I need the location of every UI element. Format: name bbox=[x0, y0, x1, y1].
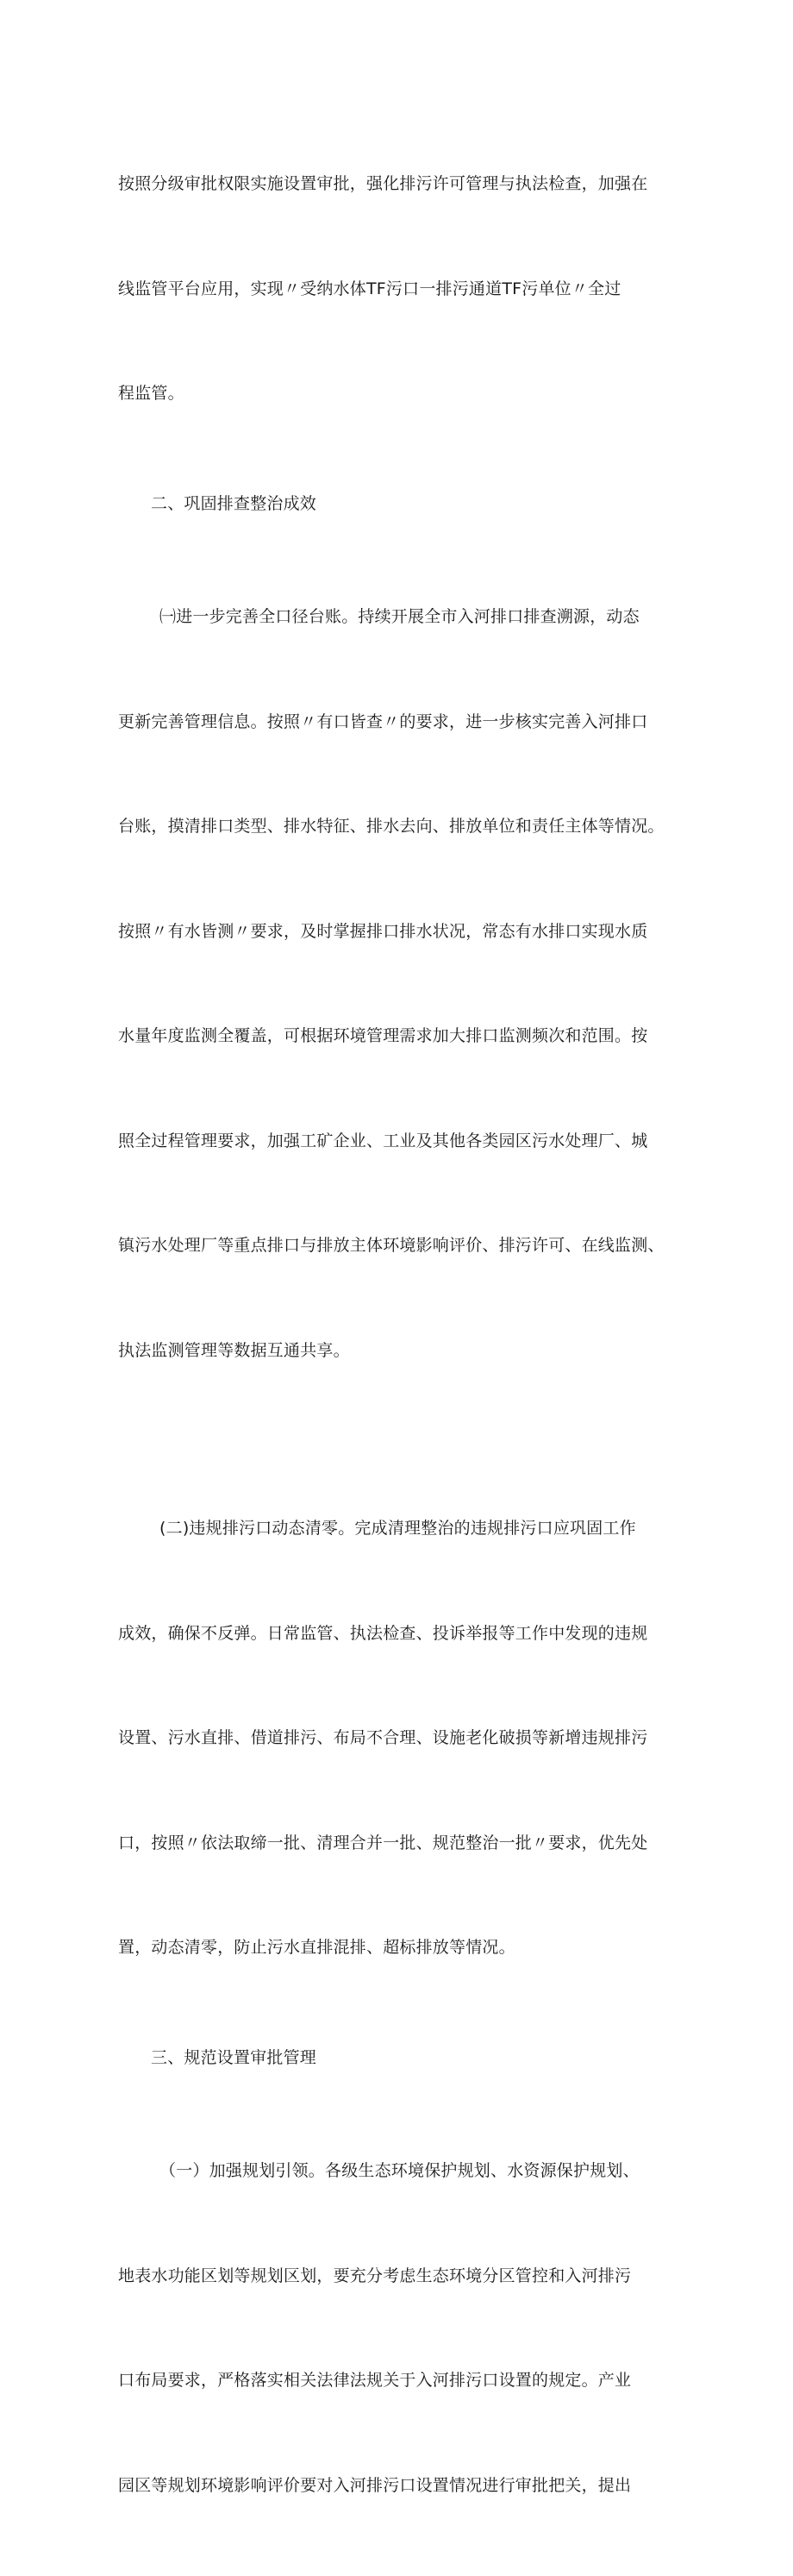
text-line: 台账，摸清排口类型、排水特征、排水去向、排放单位和责任主体等情况。 bbox=[118, 817, 665, 836]
text-line: 镇污水处理厂等重点排口与排放主体环境影响评价、排污许可、在线监测、 bbox=[118, 1236, 665, 1255]
text-line: 线监管平台应用，实现〃受纳水体TF污口一排污通道TF污单位〃全过 bbox=[118, 279, 621, 298]
text-line: 执法监测管理等数据互通共享。 bbox=[118, 1340, 350, 1360]
text-line: 置，动态清零，防止污水直排混排、超标排放等情况。 bbox=[118, 1938, 515, 1957]
text-line: 设置、污水直排、借道排污、布局不合理、设施老化破损等新增违规排污 bbox=[118, 1728, 648, 1747]
section-heading-3: 三、规范设置审批管理 bbox=[151, 2047, 317, 2067]
paragraph-violations bbox=[118, 1441, 678, 2035]
text-line: 园区等规划环境影响评价要对入河排污口设置情况进行审批把关，提出 bbox=[118, 2475, 632, 2495]
text-line: 口，按照〃依法取缔一批、清理合并一批、规范整治一批〃要求，优先处 bbox=[118, 1833, 648, 1852]
text-line: （一）加强规划引领。各级生态环境保护规划、水资源保护规划、 bbox=[159, 2161, 640, 2180]
text-line: ㈠进一步完善全口径台账。持续开展全市入河排口排查溯源，动态 bbox=[159, 607, 640, 626]
text-line: 水量年度监测全覆盖，可根据环境管理需求加大排口监测频次和范围。按 bbox=[118, 1026, 648, 1045]
text-line: (二)违规排污口动态清零。完成清理整治的违规排污口应巩固工作 bbox=[159, 1519, 636, 1538]
text-line: 按照〃有水皆测〃要求，及时掌握排口排水状况，常态有水排口实现水质 bbox=[118, 921, 648, 941]
document-body bbox=[118, 97, 678, 2576]
paragraph-planning bbox=[118, 2084, 678, 2573]
text-line: 更新完善管理信息。按照〃有口皆查〃的要求，进一步核实完善入河排口 bbox=[118, 711, 648, 731]
section-heading-2: 二、巩固排查整治成效 bbox=[151, 493, 317, 513]
paragraph-continuation bbox=[118, 97, 678, 481]
text-line: 程监管。 bbox=[118, 384, 184, 403]
text-line: 地表水功能区划等规划区划，要充分考虑生态环境分区管控和入河排污 bbox=[118, 2266, 632, 2285]
text-line: 照全过程管理要求，加强工矿企业、工业及其他各类园区污水处理厂、城 bbox=[118, 1131, 648, 1150]
paragraph-ledger bbox=[118, 530, 678, 1438]
text-line: 口布局要求，严格落实相关法律法规关于入河排污口设置的规定。产业 bbox=[118, 2371, 632, 2390]
text-line: 成效，确保不反弹。日常监管、执法检查、投诉举报等工作中发现的违规 bbox=[118, 1623, 648, 1643]
text-line: 按照分级审批权限实施设置审批，强化排污许可管理与执法检查，加强在 bbox=[118, 174, 648, 193]
